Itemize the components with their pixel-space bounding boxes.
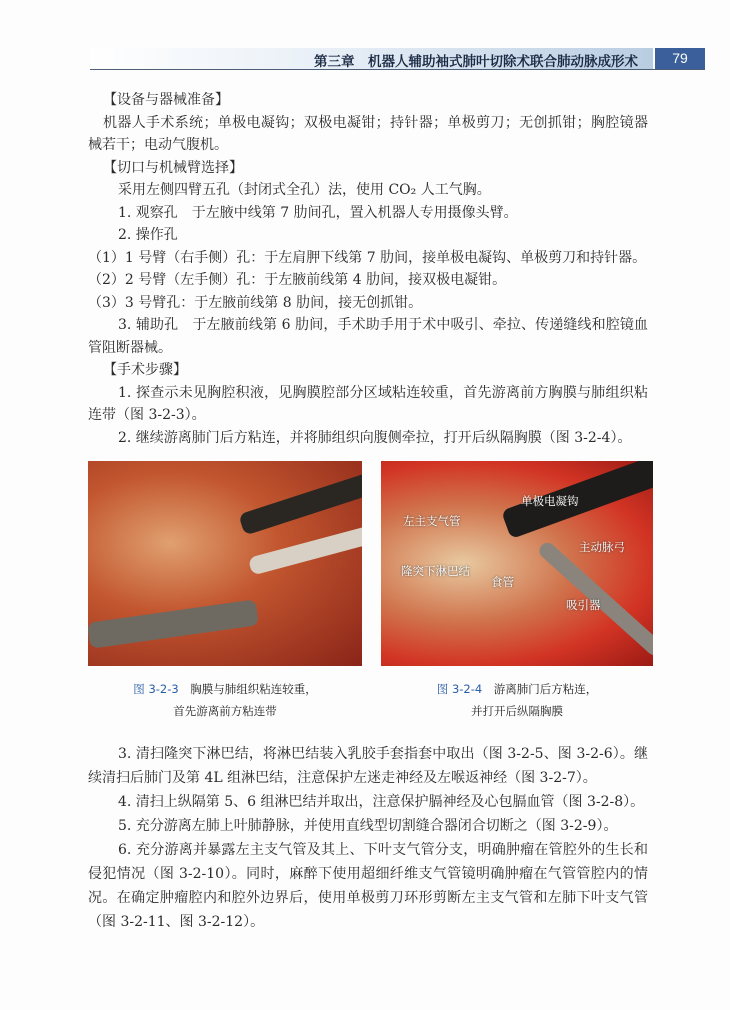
chapter-title: 第三章 机器人辅助袖式肺叶切除术联合肺动脉成形术 <box>314 54 638 70</box>
figure-row <box>88 461 648 666</box>
paragraph: 3. 辅助孔 于左腋前线第 6 肋间，手术助手用于术中吸引、牵拉、传递缝线和腔镜血管阻断器械。 <box>88 317 648 356</box>
paragraph: 1. 探查示未见胸腔积液，见胸膜腔部分区域粘连较重，首先游离前方胸膜与肺组织粘连带（图 3-2-3）。 <box>88 384 648 423</box>
page-number: 79 <box>655 48 705 69</box>
figure-3-2-4-caption <box>380 678 654 722</box>
paragraph: 6. 充分游离并暴露左主支气管及其上、下叶支气管分支，明确肿瘤在管腔外的生长和侵犯情况（图 3-2-10）。同时，麻醉下使用超细纤维支气管镜明确肿瘤在气管管腔内的情况。在确定肿瘤腔内和腔外边界后，使用单极剪刀环形剪断左主支气管和左肺下叶支气管（图 3-2-11、图 3-2-12）。 <box>88 842 648 930</box>
paragraph: 3. 清扫隆突下淋巴结，将淋巴结装入乳胶手套指套中取出（图 3-2-5、图 3-2-6）。继续清扫后肺门及第 4L 组淋巴结，注意保护左迷走神经及左喉返神经（图 3-2-7）。 <box>88 746 648 786</box>
section-heading: 【设备与器械准备】 <box>103 92 229 108</box>
caption-text: 胸膜与肺组织粘连较重， <box>190 682 317 696</box>
paragraph: （1）1 号臂（右手侧）孔：于左肩胛下线第 7 肋间，接单极电凝钩、单极剪刀和持针器。 <box>88 249 647 266</box>
figure-3-2-3-image <box>88 461 362 666</box>
section-heading: 【切口与机械臂选择】 <box>103 159 243 176</box>
figure-label: 左主支气管 <box>403 514 461 528</box>
figure-3-2-4-image <box>381 461 653 666</box>
figure-number: 图 3-2-3 <box>133 682 179 696</box>
instrument <box>248 524 362 575</box>
paragraph: （3）3 号臂孔：于左腋前线第 8 肋间，接无创抓钳。 <box>88 294 423 311</box>
bottom-body-text <box>88 742 648 934</box>
figure-label: 隆突下淋巴结 <box>401 564 470 578</box>
paragraph: （2）2 号臂（左手侧）孔：于左腋前线第 4 肋间，接双极电凝钳。 <box>88 272 507 288</box>
caption-text: 并打开后纵隔胸膜 <box>471 704 563 718</box>
section-heading: 【手术步骤】 <box>103 362 187 378</box>
figure-label: 吸引器 <box>566 598 601 612</box>
caption-text: 首先游离前方粘连带 <box>173 704 277 718</box>
caption-row <box>88 678 648 728</box>
paragraph: 1. 观察孔 于左腋中线第 7 肋间孔，置入机器人专用摄像头臂。 <box>118 204 518 221</box>
top-body-text <box>88 89 648 449</box>
figure-label: 主动脉弓 <box>579 540 625 554</box>
paragraph: 机器人手术系统；单极电凝钩；双极电凝钳；持针器；单极剪刀；无创抓钳；胸腔镜器械若干；电动气腹机。 <box>88 114 648 153</box>
figure-number: 图 3-2-4 <box>436 682 483 696</box>
figure-label: 单极电凝钩 <box>521 494 579 508</box>
figure-3-2-3-caption <box>88 678 362 722</box>
caption-text: 游离肺门后方粘连， <box>493 682 598 696</box>
instrument <box>238 468 362 535</box>
paragraph: 2. 继续游离肺门后方粘连，并将肺组织向腹侧牵拉，打开后纵隔胸膜（图 3-2-4）。 <box>118 429 632 446</box>
paragraph: 5. 充分游离左肺上叶肺静脉，并使用直线型切割缝合器闭合切断之（图 3-2-9）。 <box>118 818 618 834</box>
paragraph: 2. 操作孔 <box>118 227 178 243</box>
paragraph: 4. 清扫上纵隔第 5、6 组淋巴结并取出，注意保护膈神经及心包膈血管（图 3-2-8）。 <box>118 794 645 810</box>
instrument <box>88 599 259 648</box>
figure-label: 食管 <box>491 575 514 589</box>
paragraph: 采用左侧四臂五孔（封闭式全孔）法，使用 CO₂ 人工气胸。 <box>118 182 491 198</box>
